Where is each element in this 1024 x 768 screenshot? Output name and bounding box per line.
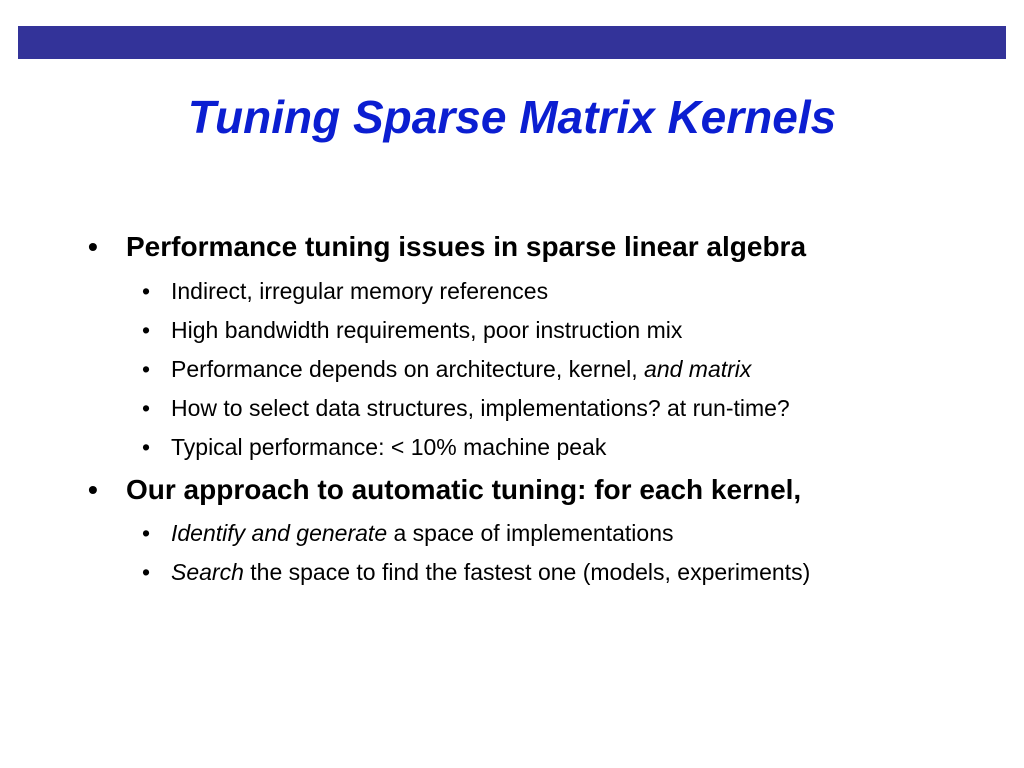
bullet-icon: •: [142, 559, 151, 585]
bullet-icon: •: [142, 356, 151, 382]
list-item: • Identify and generate a space of implementations: [142, 520, 674, 546]
list-item: • Typical performance: < 10% machine peak: [142, 434, 607, 460]
bullet-icon: •: [142, 317, 151, 343]
section-1-heading: • Performance tuning issues in sparse linear algebra: [88, 231, 807, 262]
emphasis-text: Search: [171, 559, 244, 585]
emphasis-text: Identify and generate: [171, 520, 388, 546]
bullet-icon: •: [88, 231, 98, 262]
list-item: • Search the space to find the fastest one (models, experiments): [142, 559, 811, 585]
bullet-icon: •: [142, 278, 151, 304]
list-item: • How to select data structures, implementations? at run-time?: [142, 395, 790, 421]
list-item: • Performance depends on architecture, kernel, and matrix: [142, 356, 752, 382]
slide-title: Tuning Sparse Matrix Kernels: [187, 91, 837, 143]
bullet-icon: •: [142, 395, 151, 421]
bullet-icon: •: [142, 434, 151, 460]
section-2-heading: • Our approach to automatic tuning: for each kernel,: [88, 474, 802, 505]
emphasis-text: and matrix: [644, 356, 752, 382]
list-item: • High bandwidth requirements, poor instruction mix: [142, 317, 683, 343]
list-item: • Indirect, irregular memory references: [142, 278, 549, 304]
bullet-icon: •: [142, 520, 151, 546]
bullet-icon: •: [88, 474, 98, 505]
